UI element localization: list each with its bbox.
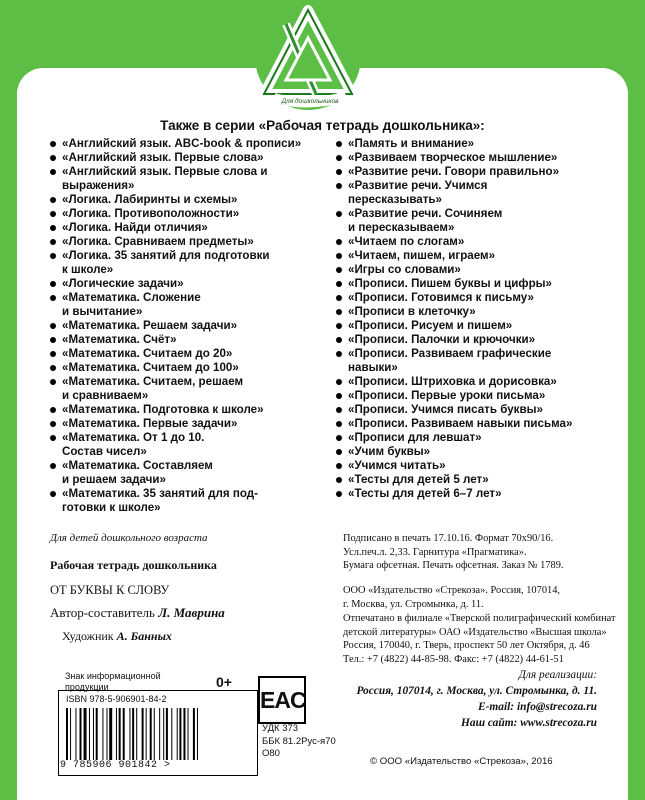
print-info: Подписано в печать 17.10.16. Формат 70х90/16. Усл.печ.л. 2,33. Гарнитура «Прагматика». Бумага офсетная. Печать офсетная. Заказ № 1789.	[343, 533, 564, 571]
list-item: «Логические задачи»	[50, 277, 320, 291]
series-logo-icon	[252, 2, 364, 112]
code-line: О80	[262, 748, 280, 759]
list-item: «Учимся читать»	[336, 459, 626, 473]
list-item: «Тесты для детей 6–7 лет»	[336, 487, 626, 501]
list-item: «Логика. Сравниваем предметы»	[50, 235, 320, 249]
artist-name: А. Банных	[116, 629, 172, 643]
list-item: «Математика. Подготовка к школе»	[50, 403, 320, 417]
list-item: «Английский язык. Первые слова и выражения»	[50, 165, 320, 193]
sales-address: Россия, 107014, г. Москва, ул. Стромынка, д. 11.	[356, 685, 597, 697]
list-item: «Математика. От 1 до 10. Состав чисел»	[50, 431, 320, 459]
list-item: «Прописи для левшат»	[336, 431, 626, 445]
sales-label: Для реализации:	[518, 669, 597, 681]
barcode-icon	[66, 708, 244, 760]
list-item: «Прописи. Штриховка и дорисовка»	[336, 375, 626, 389]
info-product-label: Знак информационной продукции	[65, 671, 161, 692]
series-title: Также в серии «Рабочая тетрадь дошкольника»:	[160, 118, 485, 133]
series-name: Рабочая тетрадь дошкольника	[50, 558, 217, 572]
list-item: «Математика. Считаем до 100»	[50, 361, 320, 375]
list-item: «Математика. Счёт»	[50, 333, 320, 347]
list-item: «Прописи. Учимся писать буквы»	[336, 403, 626, 417]
list-item: «Прописи. Рисуем и пишем»	[336, 319, 626, 333]
list-item: «Математика. Сложение и вычитание»	[50, 291, 320, 319]
udk-line: УДК 373	[262, 723, 299, 734]
list-item: «Английский язык. Первые слова»	[50, 151, 320, 165]
list-item: «Прописи. Пишем буквы и цифры»	[336, 277, 626, 291]
list-item: «Прописи. Палочки и крючочки»	[336, 333, 626, 347]
author-name: Л. Маврина	[158, 605, 225, 620]
list-item: «Прописи. Готовимся к письму»	[336, 291, 626, 305]
list-item: «Развитие речи. Говори правильно»	[336, 165, 626, 179]
copyright: © ООО «Издательство «Стрекоза», 2016	[370, 756, 553, 767]
list-item: «Математика. Первые задачи»	[50, 417, 320, 431]
list-item: «Развиваем творческое мышление»	[336, 151, 626, 165]
list-item: «Математика. Составляем и решаем задачи»	[50, 459, 320, 487]
list-item: «Математика. 35 занятий для под- готовки к школе»	[50, 487, 320, 515]
list-item: «Память и внимание»	[336, 137, 626, 151]
list-item: «Логика. Противоположности»	[50, 207, 320, 221]
book-list-left	[50, 137, 320, 515]
age-rating: 0+	[216, 674, 232, 690]
printer-info: Отпечатано в филиале «Тверской полиграфический комбинат детской литературы» ОАО «Издательство «Высшая школа» Россия, 170040, г. Тверь, проспект 50 лет Октября, д. 46 Тел.: +7 (4822) 44-85-98. Факс: +7 (4822) 44-61-51	[343, 613, 616, 665]
list-item: «Математика. Считаем, решаем и сравниваем»	[50, 375, 320, 403]
artist-label: Художник	[62, 629, 114, 643]
barcode-digits: 9 785906 901842 >	[60, 760, 171, 771]
list-item: «Английский язык. ABC-book & прописи»	[50, 137, 320, 151]
list-item: «Игры со словами»	[336, 263, 626, 277]
list-item: «Развитие речи. Сочиняем и пересказываем»	[336, 207, 626, 235]
book-list-right	[336, 137, 626, 501]
author-label: Автор-составитель	[50, 605, 155, 620]
udk-info	[262, 723, 336, 761]
audience-note: Для детей дошкольного возраста	[50, 532, 208, 544]
isbn: ISBN 978-5-906901-84-2	[66, 694, 167, 704]
list-item: «Читаем, пишем, играем»	[336, 249, 626, 263]
logo-text: Для дошкольников	[281, 98, 339, 105]
list-item: «Прописи в клеточку»	[336, 305, 626, 319]
author-line	[50, 605, 225, 621]
list-item: «Прописи. Развиваем графические навыки»	[336, 347, 626, 375]
list-item: «Математика. Считаем до 20»	[50, 347, 320, 361]
sales-site: Наш сайт: www.strecoza.ru	[461, 717, 597, 729]
list-item: «Математика. Решаем задачи»	[50, 319, 320, 333]
bbk-line: ББК 81.2Рус-я70	[262, 735, 336, 747]
eac-text: EAC	[260, 687, 306, 713]
sales-info	[357, 667, 598, 731]
publisher-info: ООО «Издательство «Стрекоза». Россия, 107014, г. Москва, ул. Стромынка, д. 11.	[343, 585, 560, 610]
list-item: «Прописи. Первые уроки письма»	[336, 389, 626, 403]
book-title: ОТ БУКВЫ К СЛОВУ	[50, 583, 170, 597]
list-item: «Читаем по слогам»	[336, 235, 626, 249]
sales-email: E-mail: info@strecoza.ru	[478, 701, 597, 713]
list-item: «Логика. 35 занятий для подготовки к школе»	[50, 249, 320, 277]
list-item: «Логика. Лабиринты и схемы»	[50, 193, 320, 207]
eac-mark	[258, 676, 306, 724]
list-item: «Развитие речи. Учимся пересказывать»	[336, 179, 626, 207]
artist-line	[62, 629, 172, 644]
list-item: «Тесты для детей 5 лет»	[336, 473, 626, 487]
list-item: «Логика. Найди отличия»	[50, 221, 320, 235]
list-item: «Прописи. Развиваем навыки письма»	[336, 417, 626, 431]
list-item: «Учим буквы»	[336, 445, 626, 459]
